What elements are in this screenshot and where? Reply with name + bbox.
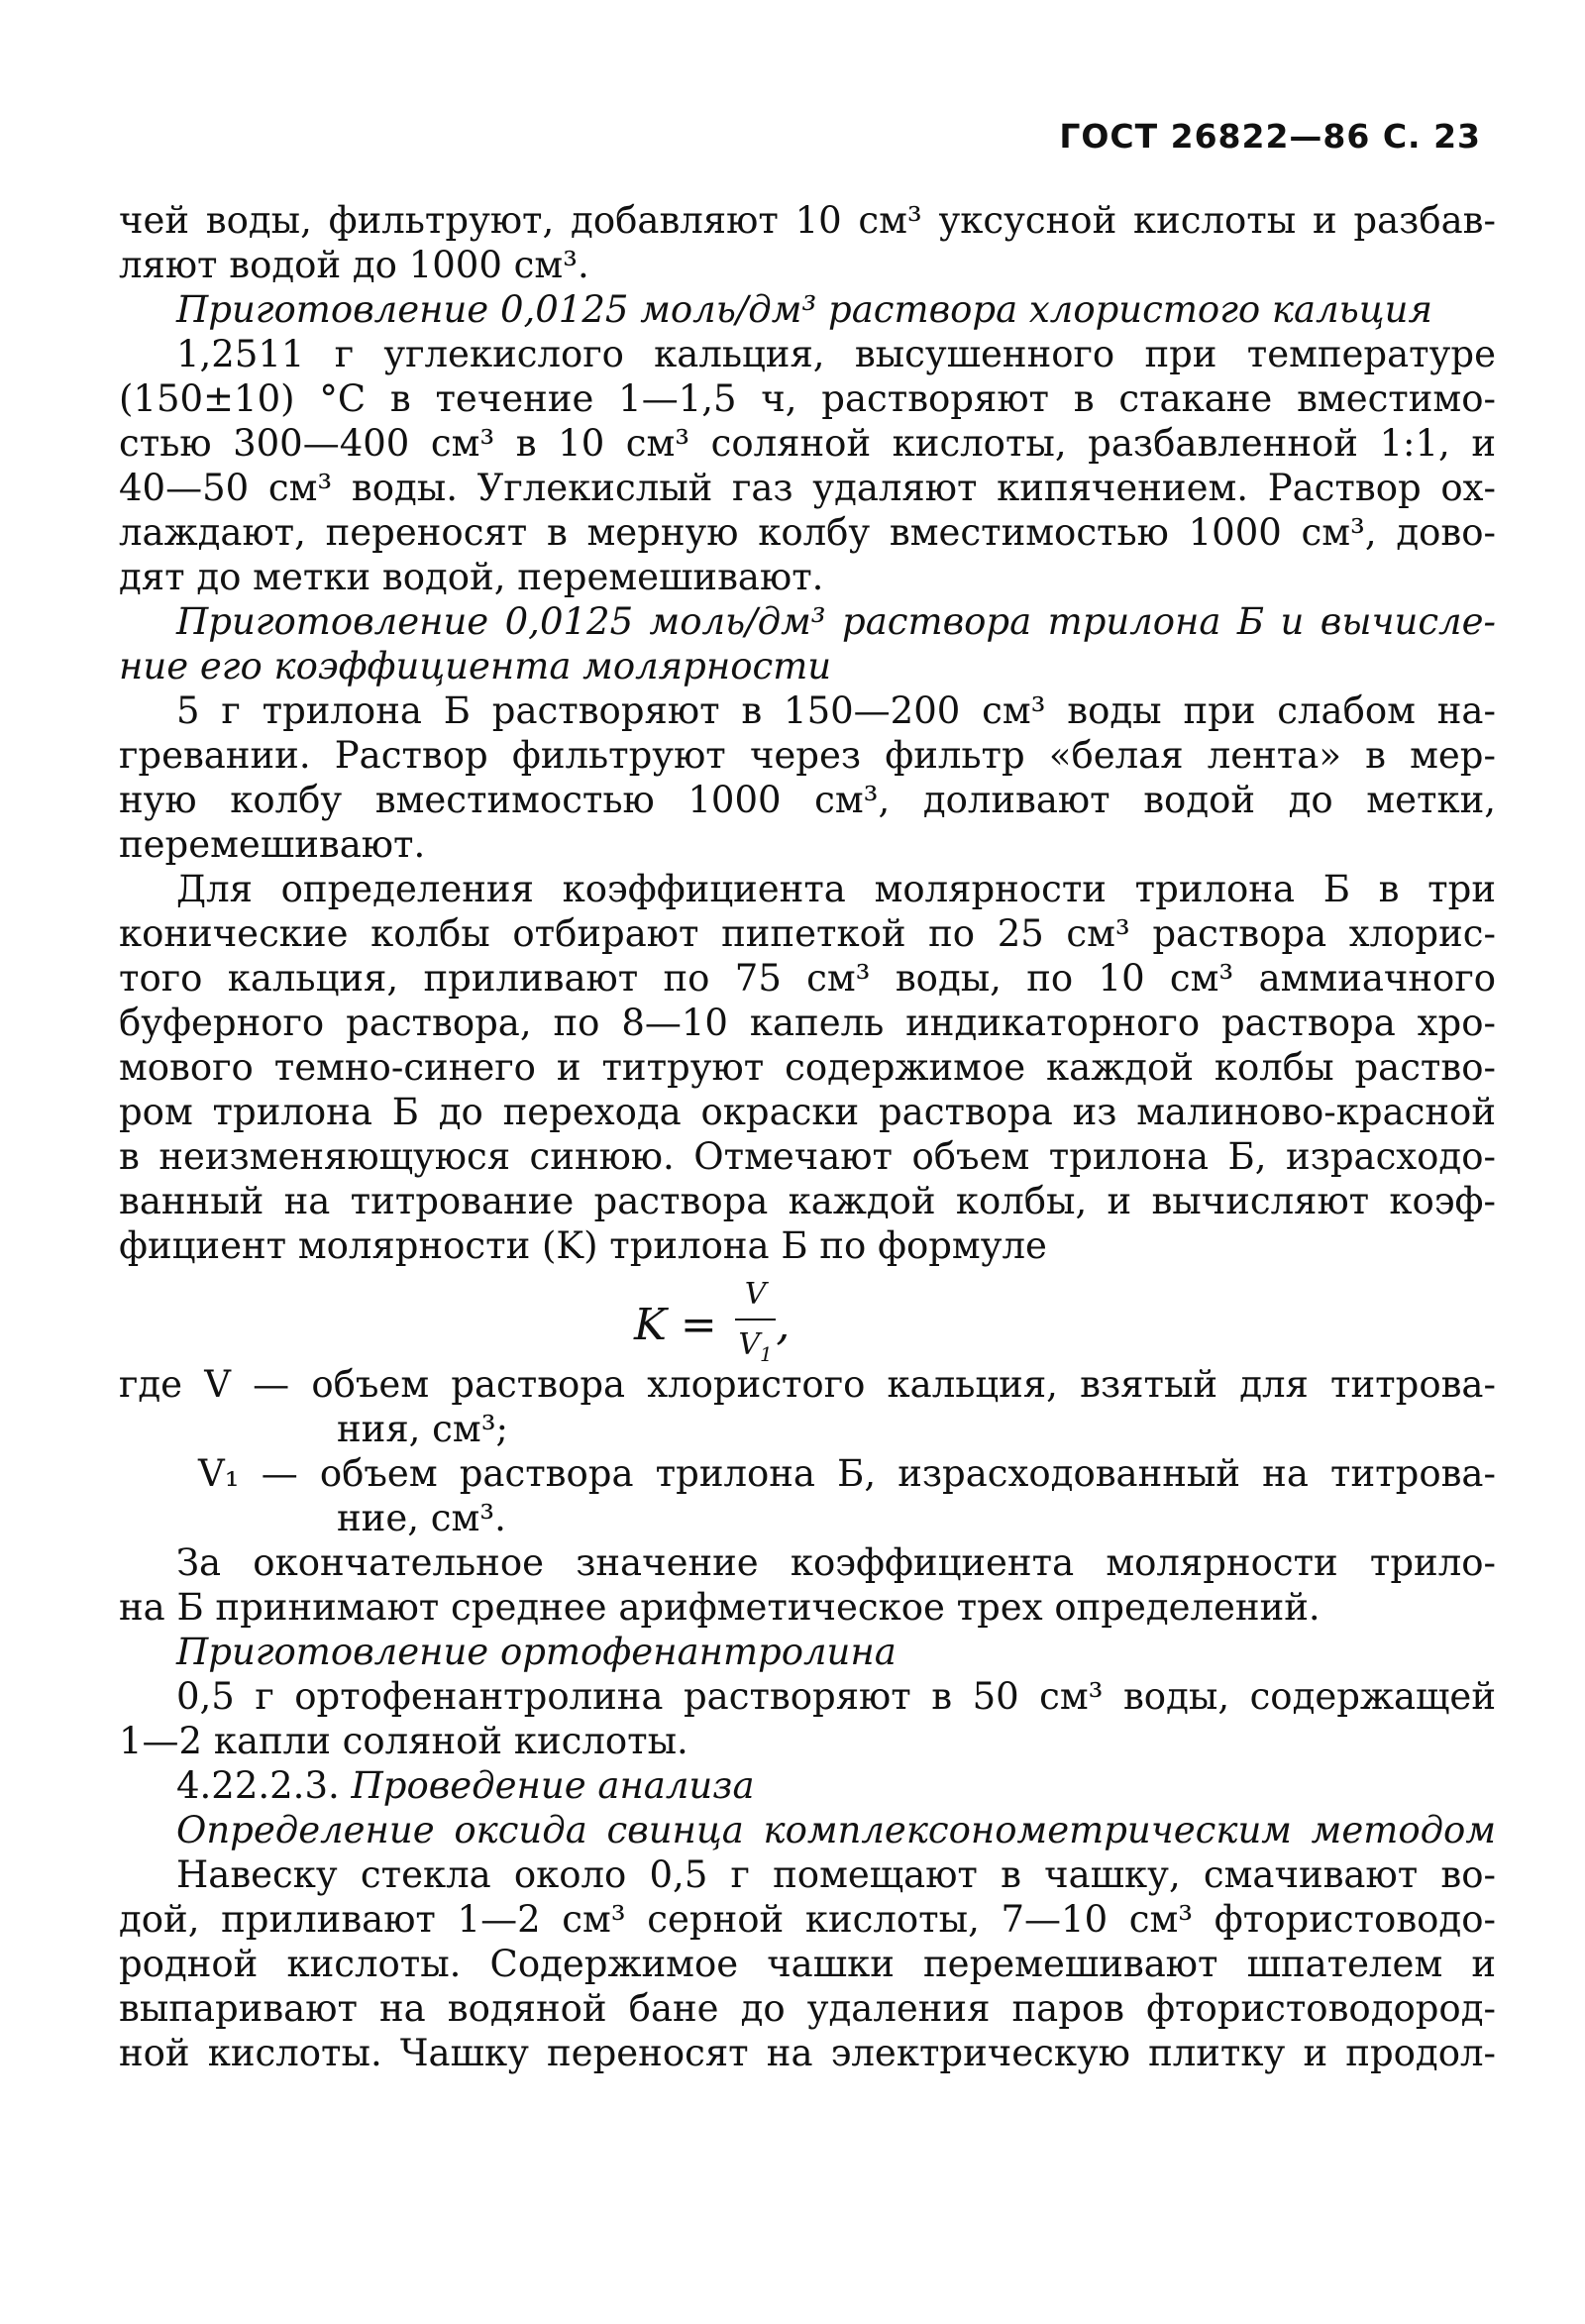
text-line: где V — объем раствора хлористого кальция, взятый для титрова- bbox=[119, 1363, 1496, 1406]
text-line: конические колбы отбирают пипеткой по 25 см³ раствора хлорис- bbox=[119, 912, 1496, 955]
text-line: того кальция, приливают по 75 см³ воды, по 10 см³ аммиачного bbox=[119, 957, 1496, 1000]
text-line: родной кислоты. Содержимое чашки перемешивают шпателем и bbox=[119, 1943, 1496, 1985]
section-heading: Приготовление 0,0125 моль/дм³ раствора трилона Б и вычисле- bbox=[176, 600, 1496, 643]
formula bbox=[634, 1272, 790, 1377]
formula-numerator: V bbox=[735, 1272, 777, 1320]
text-line: гревании. Раствор фильтруют через фильтр «белая лента» в мер- bbox=[119, 734, 1496, 777]
formula-lhs: K = bbox=[634, 1299, 717, 1350]
page-header: ГОСТ 26822—86 С. 23 bbox=[1059, 117, 1481, 156]
section-heading: ние его коэффициента молярности bbox=[119, 645, 832, 687]
formula-denominator-symbol: V bbox=[738, 1327, 761, 1362]
formula-fraction bbox=[735, 1272, 777, 1377]
section-heading: Определение оксида свинца комплексонометрическим методом bbox=[176, 1809, 1496, 1851]
text-line: стью 300—400 см³ в 10 см³ соляной кислоты, разбавленной 1:1, и bbox=[119, 422, 1496, 465]
text-line: ную колбу вместимостью 1000 см³, доливают водой до метки, bbox=[119, 779, 1496, 821]
text-line: Навеску стекла около 0,5 г помещают в чашку, смачивают во- bbox=[176, 1853, 1496, 1896]
section-number: 4.22.2.3. bbox=[176, 1764, 340, 1807]
body-text bbox=[119, 198, 1496, 2075]
text-line: ляют водой до 1000 см³. bbox=[119, 244, 589, 286]
text-line: 1,2511 г углекислого кальция, высушенного при температуре bbox=[176, 333, 1496, 375]
formula-block bbox=[119, 1268, 1496, 1366]
formula-trail: , bbox=[776, 1299, 791, 1350]
text-line: перемешивают. bbox=[119, 823, 426, 866]
text-line: фициент молярности (K) трилона Б по формуле bbox=[119, 1224, 1047, 1267]
formula-denominator bbox=[738, 1320, 772, 1377]
text-line: чей воды, фильтруют, добавляют 10 см³ уксусной кислоты и разбав- bbox=[119, 199, 1496, 242]
text-line: дят до метки водой, перемешивают. bbox=[119, 556, 824, 598]
text-line: ром трилона Б до перехода окраски раствора из малиново-красной bbox=[119, 1091, 1496, 1133]
text-line: выпаривают на водяной бане до удаления паров фтористоводород- bbox=[119, 1987, 1496, 2030]
text-line: За окончательное значение коэффициента молярности трило- bbox=[176, 1541, 1496, 1584]
section-heading: Приготовление ортофенантролина bbox=[176, 1631, 897, 1673]
text-line: мового темно-синего и титруют содержимое каждой колбы раство- bbox=[119, 1046, 1496, 1089]
formula-denominator-subscript: 1 bbox=[760, 1342, 773, 1366]
text-line: ние, см³. bbox=[337, 1497, 506, 1539]
text-line: ной кислоты. Чашку переносят на электрическую плитку и продол- bbox=[119, 2032, 1496, 2074]
text-line: лаждают, переносят в мерную колбу вместимостью 1000 см³, дово- bbox=[119, 511, 1496, 554]
text-line: 5 г трилона Б растворяют в 150—200 см³ воды при слабом на- bbox=[176, 689, 1496, 732]
section-title: Проведение анализа bbox=[351, 1764, 755, 1807]
text-line: 0,5 г ортофенантролина растворяют в 50 см³ воды, содержащей bbox=[176, 1675, 1496, 1718]
text-line: в неизменяющуюся синюю. Отмечают объем трилона Б, израсходо- bbox=[119, 1135, 1496, 1178]
text-line: ния, см³; bbox=[337, 1408, 508, 1450]
text-line: буферного раствора, по 8—10 капель индикаторного раствора хро- bbox=[119, 1002, 1496, 1044]
text-line: Для определения коэффициента молярности трилона Б в три bbox=[176, 868, 1496, 910]
text-line: на Б принимают среднее арифметическое трех определений. bbox=[119, 1586, 1321, 1629]
text-line: дой, приливают 1—2 см³ серной кислоты, 7—10 см³ фтористоводо- bbox=[119, 1898, 1496, 1941]
text-line: (150±10) °С в течение 1—1,5 ч, растворяют в стакане вместимо- bbox=[119, 377, 1496, 420]
text-line: ванный на титрование раствора каждой колбы, и вычисляют коэф- bbox=[119, 1180, 1496, 1222]
text-line: V₁ — объем раствора трилона Б, израсходованный на титрова- bbox=[198, 1452, 1496, 1495]
section-heading: Приготовление 0,0125 моль/дм³ раствора хлористого кальция bbox=[176, 288, 1432, 331]
text-line: 40—50 см³ воды. Углекислый газ удаляют кипячением. Раствор ох- bbox=[119, 467, 1496, 509]
section-heading bbox=[119, 1763, 1496, 1808]
text-line: 1—2 капли соляной кислоты. bbox=[119, 1720, 688, 1762]
